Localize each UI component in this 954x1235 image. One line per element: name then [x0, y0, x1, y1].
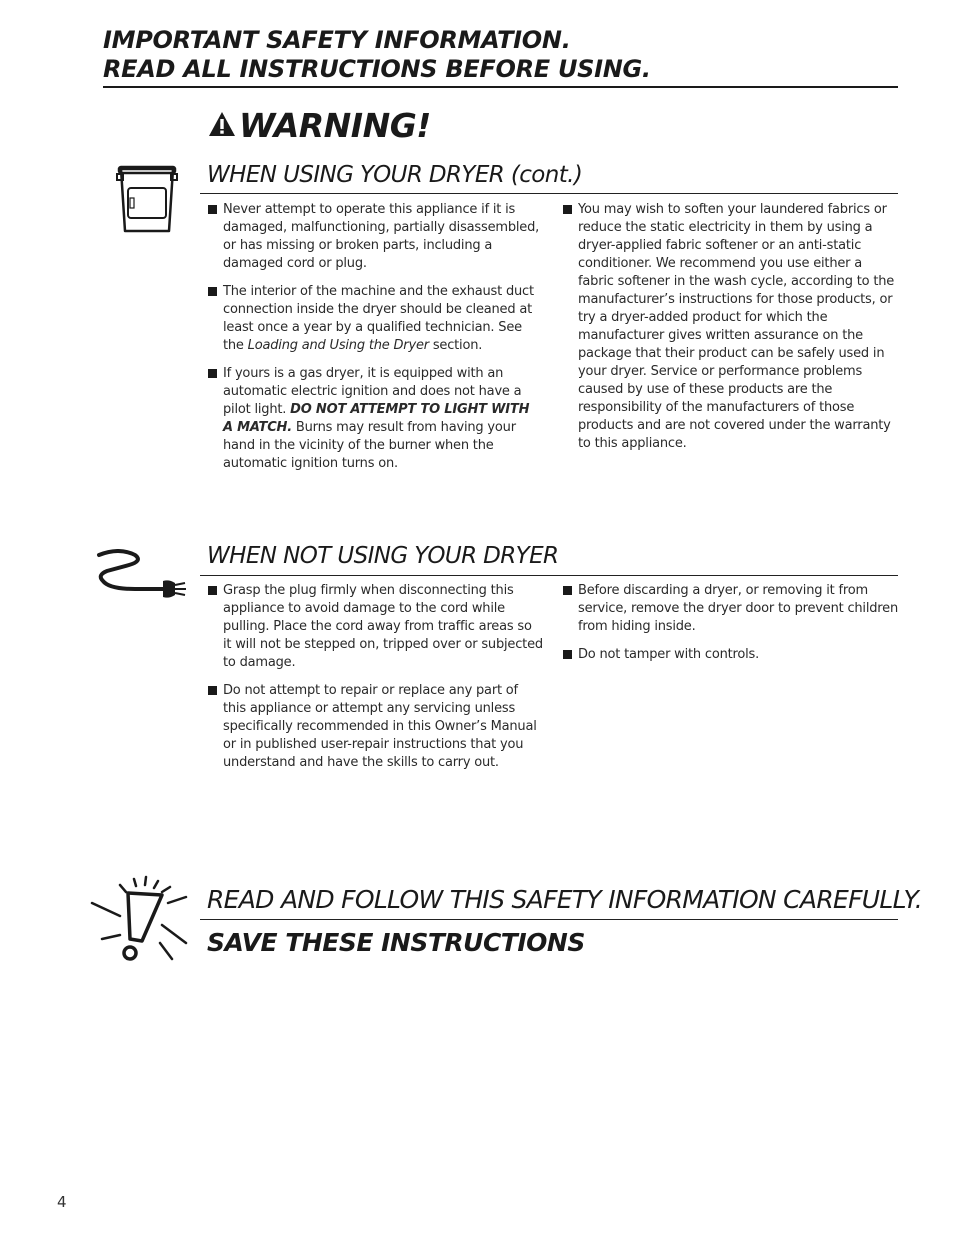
list-item [208, 365, 543, 473]
header-divider [103, 86, 898, 88]
caution-emphasis: DO NOT ATTEMPT TO LIGHT WITH A MATCH. [223, 402, 530, 435]
warning-triangle-icon [208, 111, 236, 141]
list-item-text: The interior of the machine and the exhaust duct connection inside the dryer should be cleaned at least once a year by a qualified technician. See the Loading and Using the Dryer section. [223, 284, 534, 353]
section-divider-using [200, 193, 898, 194]
list-item-text: Grasp the plug firmly when disconnecting this appliance to avoid damage to the cord while pulling. Place the cord away from traffic areas so it will not be stepped on, tripped over or subjected to damage. [223, 583, 543, 670]
bullet-square-icon [563, 205, 572, 214]
section-title-using: WHEN USING YOUR DRYER (cont.) [207, 162, 583, 188]
using-left-column [208, 201, 543, 483]
bullet-square-icon [563, 586, 572, 595]
header-line-2: READ ALL INSTRUCTIONS BEFORE USING. [103, 55, 651, 83]
header-line-1: IMPORTANT SAFETY INFORMATION. [103, 26, 571, 54]
page-number: 4 [57, 1193, 67, 1211]
bullet-square-icon [208, 205, 217, 214]
list-item-text: Before discarding a dryer, or removing it from service, remove the dryer door to prevent children from hiding inside. [578, 583, 899, 634]
warning-heading [208, 106, 431, 145]
bullet-square-icon [208, 686, 217, 695]
list-item-text: Do not tamper with controls. [578, 647, 760, 662]
using-right-column [563, 201, 901, 463]
not-using-right-column [563, 582, 898, 674]
bullet-square-icon [208, 287, 217, 296]
not-using-left-column [208, 582, 543, 782]
list-item-text: If yours is a gas dryer, it is equipped with an automatic electric ignition and does not have a pilot light. DO NOT ATTEMPT TO LIGHT WITH A MATCH. Burns may result from having your hand in the vicinity of the burner when the automatic ignition turns on. [223, 366, 530, 471]
list-item [208, 201, 543, 273]
section-title-not-using: WHEN NOT USING YOUR DRYER [207, 543, 559, 569]
list-item [208, 582, 543, 672]
list-item [563, 646, 898, 664]
bullet-square-icon [563, 650, 572, 659]
list-item-text: You may wish to soften your laundered fabrics or reduce the static electricity in them by using a dryer-applied fabric softener or an anti-static conditioner. We recommend you use either a fabric softener in the wash cycle, according to the manufacturer’s instructions for those products, or try a dryer-added product for which the manufacturer gives written assurance on the package that their product can be safely used in your dryer. Service or performance problems caused by use of these products are the responsibility of the manufacturers of those products and are not covered under the warranty to this appliance. [578, 202, 895, 451]
lightbulb-attention-icon [90, 873, 190, 969]
list-item [208, 283, 543, 355]
list-item [563, 582, 898, 636]
warning-text: WARNING! [239, 106, 431, 145]
section-reference: Loading and Using the Dryer [247, 338, 429, 353]
section-divider-not-using [200, 575, 898, 576]
list-item-text: Do not attempt to repair or replace any part of this appliance or attempt any servicing unless specifically recommended in this Owner’s Manual or in published user-repair instructions that you understand and have the skills to carry out. [223, 683, 537, 770]
bullet-square-icon [208, 586, 217, 595]
footer-divider [200, 919, 898, 920]
footer-title: READ AND FOLLOW THIS SAFETY INFORMATION CAREFULLY. [207, 885, 923, 914]
list-item-text: Never attempt to operate this appliance if it is damaged, malfunctioning, partially disassembled, or has missing or broken parts, including a damaged cord or plug. [223, 202, 540, 271]
save-instructions-text: SAVE THESE INSTRUCTIONS [207, 928, 585, 957]
dryer-icon [115, 161, 179, 237]
power-cord-plug-icon [95, 549, 190, 603]
list-item [208, 682, 543, 772]
list-item [563, 201, 901, 453]
bullet-square-icon [208, 369, 217, 378]
page-header [103, 26, 651, 84]
